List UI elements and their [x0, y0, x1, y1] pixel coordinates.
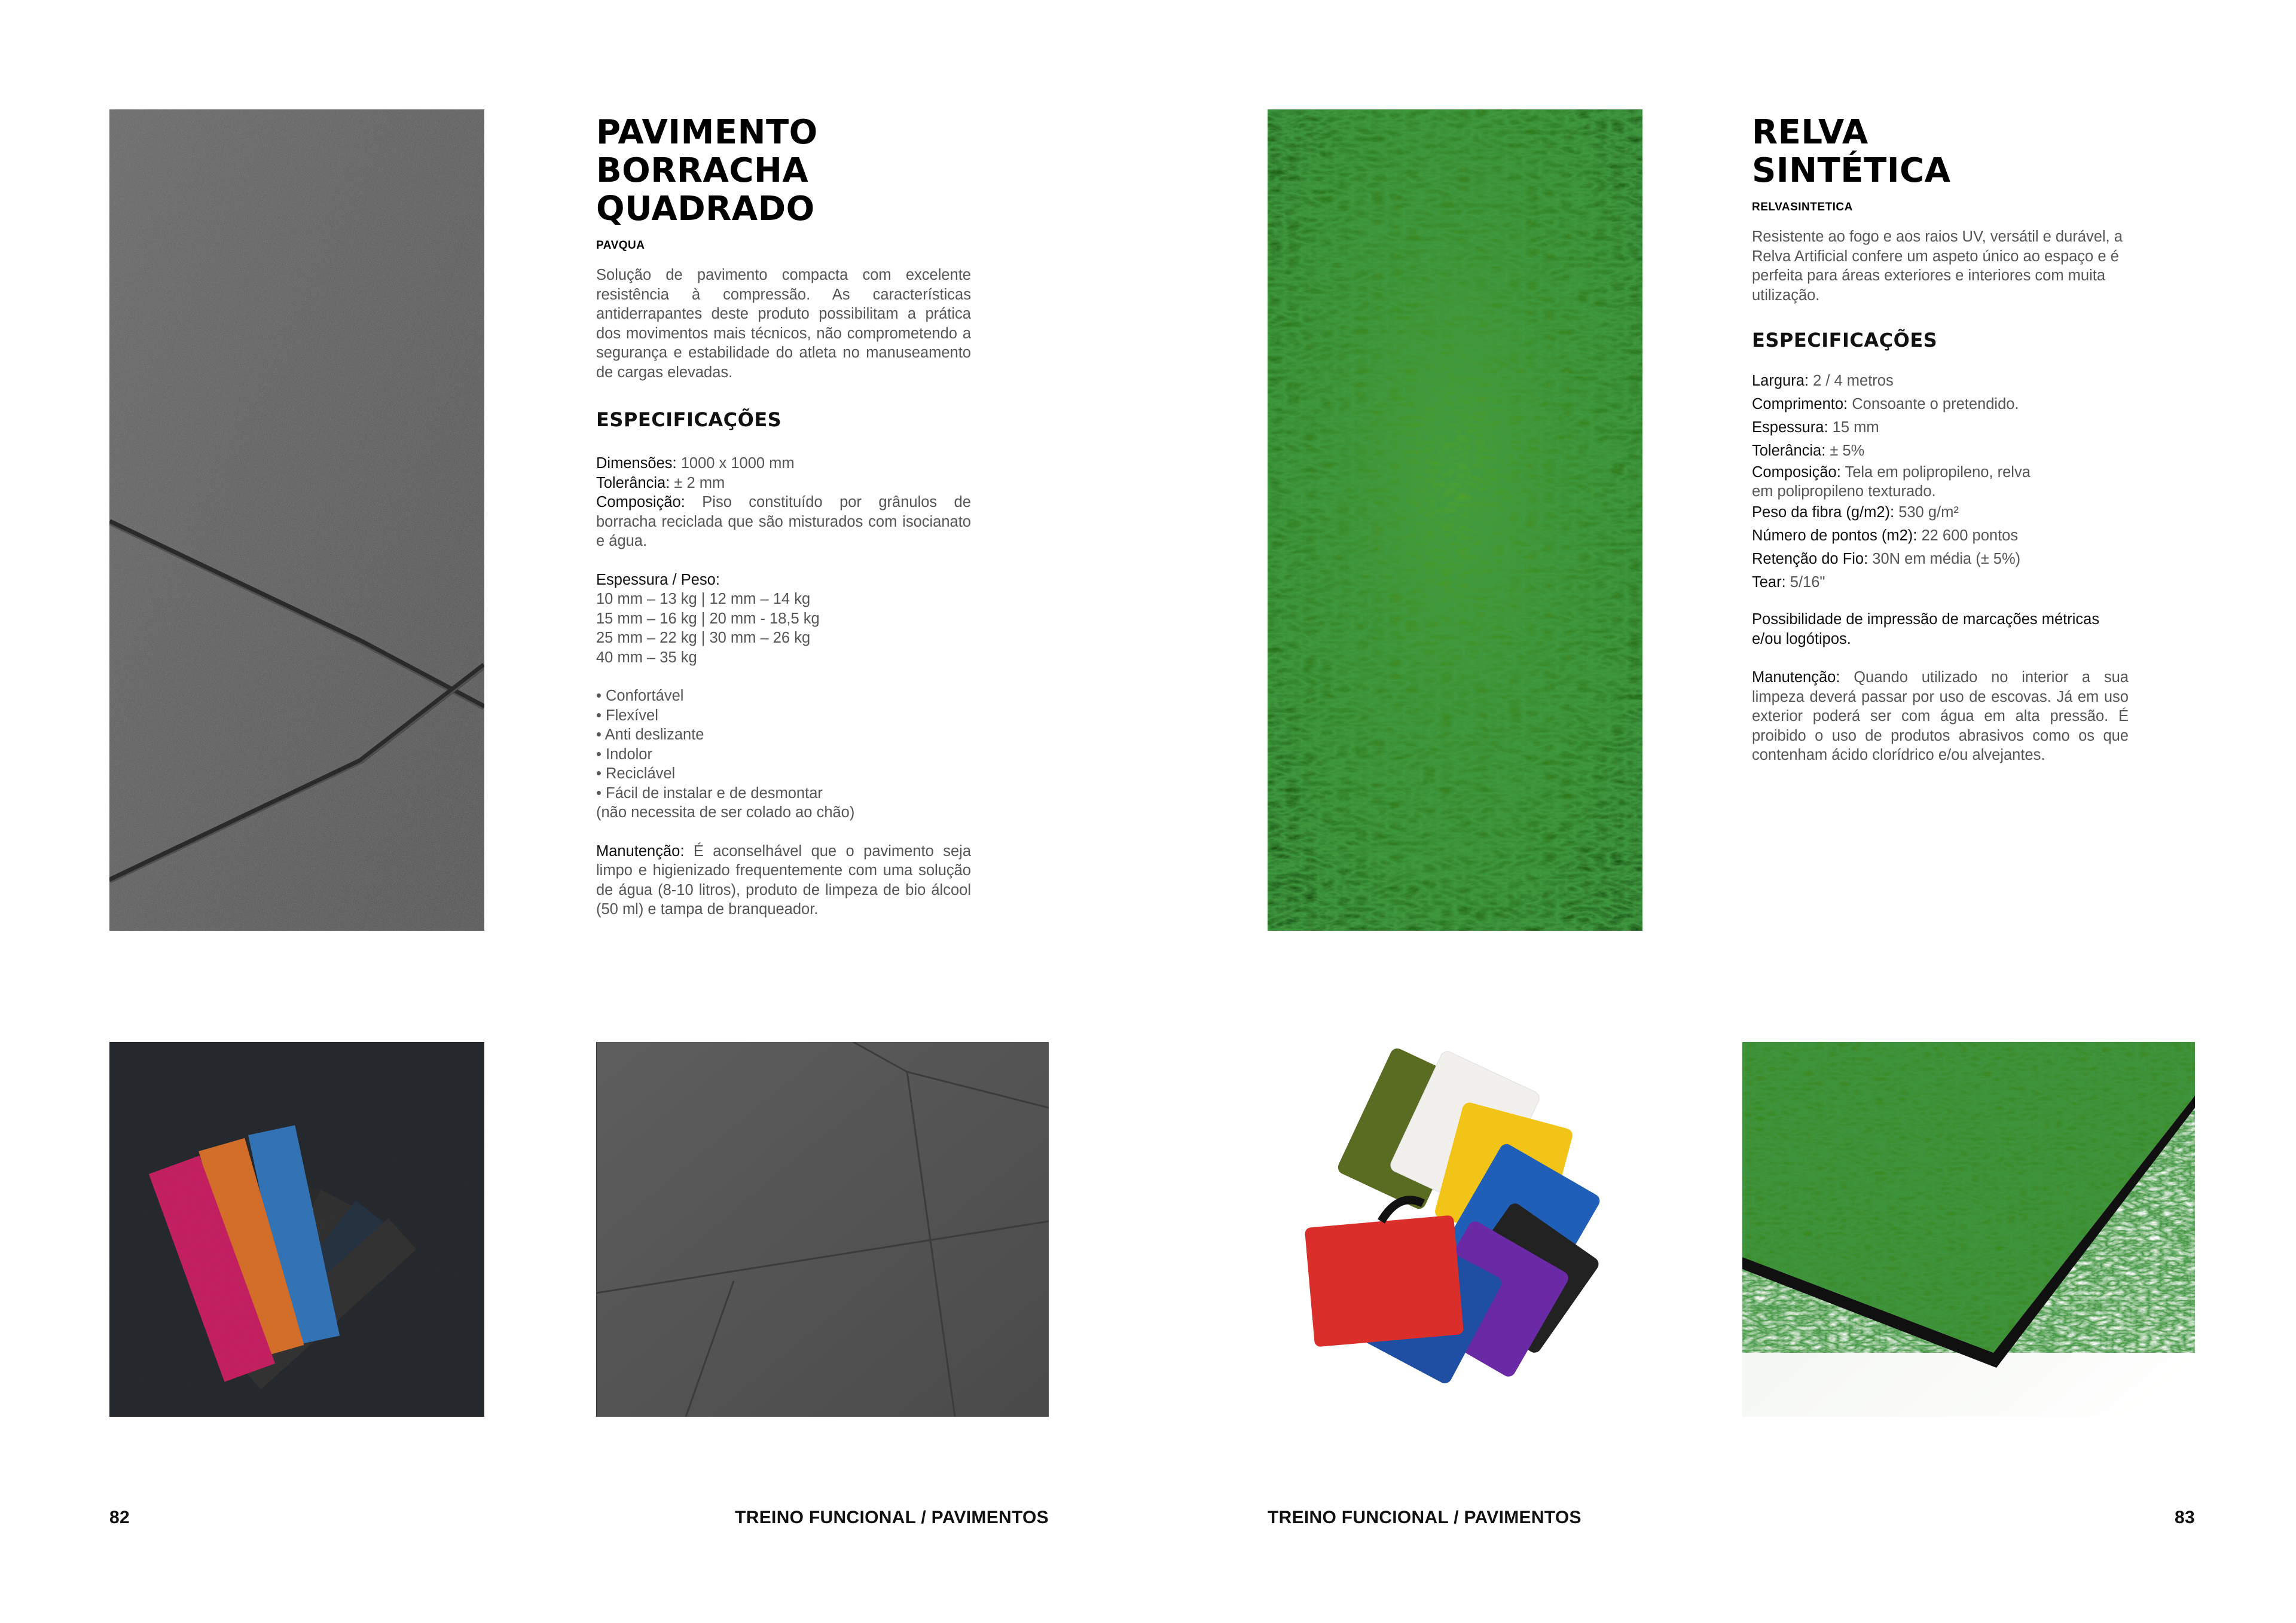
- feature-item: • Reciclável: [596, 765, 676, 782]
- product-title: [1752, 114, 2129, 190]
- title-line: SINTÉTICA: [1752, 151, 1951, 190]
- left-section-label: TREINO FUNCIONAL / PAVIMENTOS: [735, 1508, 1049, 1527]
- right-page-number: 83: [2175, 1508, 2195, 1527]
- spec-row: Peso da fibra (g/m2): 530 g/m²: [1752, 504, 1959, 521]
- feature-item: • Indolor: [596, 745, 652, 763]
- specs-list: [1752, 369, 2129, 594]
- spec-row: Composição: Piso constituído por grânulos de borracha reciclada que são misturados com isocianato e água.: [596, 494, 971, 549]
- grass-color-samples-image: [1268, 1042, 1642, 1417]
- maintenance-text: Manutenção: É aconselhável que o pavimento seja limpo e higienizado frequentemente com uma solução de água (8-10 litros), produto de limpeza de bio álcool (50 ml) e tampa de branqueador.: [596, 842, 971, 918]
- feature-item: • Fácil de instalar e de desmontar: [596, 784, 823, 802]
- print-note: Possibilidade de impressão de marcações métricas e/ou logótipos.: [1752, 611, 2100, 647]
- left-page-number: 82: [109, 1508, 130, 1527]
- feature-item: • Anti deslizante: [596, 726, 704, 743]
- specs-list: [596, 454, 971, 919]
- title-line: PAVIMENTO: [596, 113, 818, 152]
- product-code: PAVQUA: [596, 239, 645, 252]
- rubber-tiles-floor-image: [596, 1042, 1049, 1417]
- product-code: RELVASINTETICA: [1752, 201, 1853, 213]
- spec-row: Espessura: 15 mm: [1752, 419, 1879, 436]
- right-product-block: [1752, 114, 2129, 765]
- spec-row: Retenção do Fio: 30N em média (± 5%): [1752, 551, 2021, 567]
- synthetic-grass-closeup-image: [1268, 109, 1642, 931]
- weight-row: 10 mm – 13 kg | 12 mm – 14 kg: [596, 591, 811, 607]
- title-line: RELVA: [1752, 113, 1868, 152]
- spec-row: Composição: Tela em polipropileno, relva em polipropileno texturado.: [1752, 464, 2031, 500]
- title-line: BORRACHA: [596, 151, 809, 190]
- spec-row: Largura: 2 / 4 metros: [1752, 372, 1894, 389]
- spec-row: Dimensões: 1000 x 1000 mm: [596, 455, 795, 472]
- right-section-label: TREINO FUNCIONAL / PAVIMENTOS: [1268, 1508, 1581, 1527]
- product-description: Solução de pavimento compacta com excelente resistência à compressão. As características antiderrapantes deste produto possibilitam a prática dos movimentos mais técnicos, não comprometendo a segurança e estabilidade do atleta no manuseamento de cargas elevadas.: [596, 267, 971, 381]
- weight-row: 25 mm – 22 kg | 30 mm – 26 kg: [596, 629, 811, 646]
- feature-item: • Flexível: [596, 707, 658, 724]
- title-line: QUADRADO: [596, 189, 815, 228]
- weight-row: 40 mm – 35 kg: [596, 649, 697, 666]
- spec-row: Tolerância: ± 2 mm: [596, 474, 725, 491]
- feature-item: • Confortável: [596, 687, 684, 704]
- rubber-tile-closeup-image: [109, 109, 484, 931]
- weight-row: 15 mm – 16 kg | 20 mm - 18,5 kg: [596, 610, 820, 627]
- rubber-samples-fan-image: [109, 1042, 484, 1417]
- specs-heading: ESPECIFICAÇÕES: [1752, 329, 1938, 352]
- product-description: Resistente ao fogo e aos raios UV, versátil e durável, a Relva Artificial confere um aspeto único ao espaço e é perfeita para áreas exteriores e interiores com muita utilização.: [1752, 228, 2123, 304]
- specs-heading: ESPECIFICAÇÕES: [596, 408, 782, 431]
- maintenance-text: Manutenção: Quando utilizado no interior a sua limpeza deverá passar por uso de escovas. Já em uso exterior poderá ser com água em alta pressão. É proibido o uso de produtos abrasivos como os que contenham ácido clorídrico e/ou alvejantes.: [1752, 669, 2129, 763]
- weight-heading: Espessura / Peso:: [596, 571, 720, 588]
- left-product-block: [596, 114, 971, 919]
- spec-row: Comprimento: Consoante o pretendido.: [1752, 396, 2019, 412]
- spec-row: Tolerância: ± 5%: [1752, 442, 1865, 459]
- spec-row: Tear: 5/16": [1752, 574, 1825, 591]
- feature-note: (não necessita de ser colado ao chão): [596, 804, 855, 821]
- product-title: [596, 114, 971, 228]
- spec-row: Número de pontos (m2): 22 600 pontos: [1752, 527, 2019, 544]
- grass-mat-edge-image: [1742, 1042, 2195, 1417]
